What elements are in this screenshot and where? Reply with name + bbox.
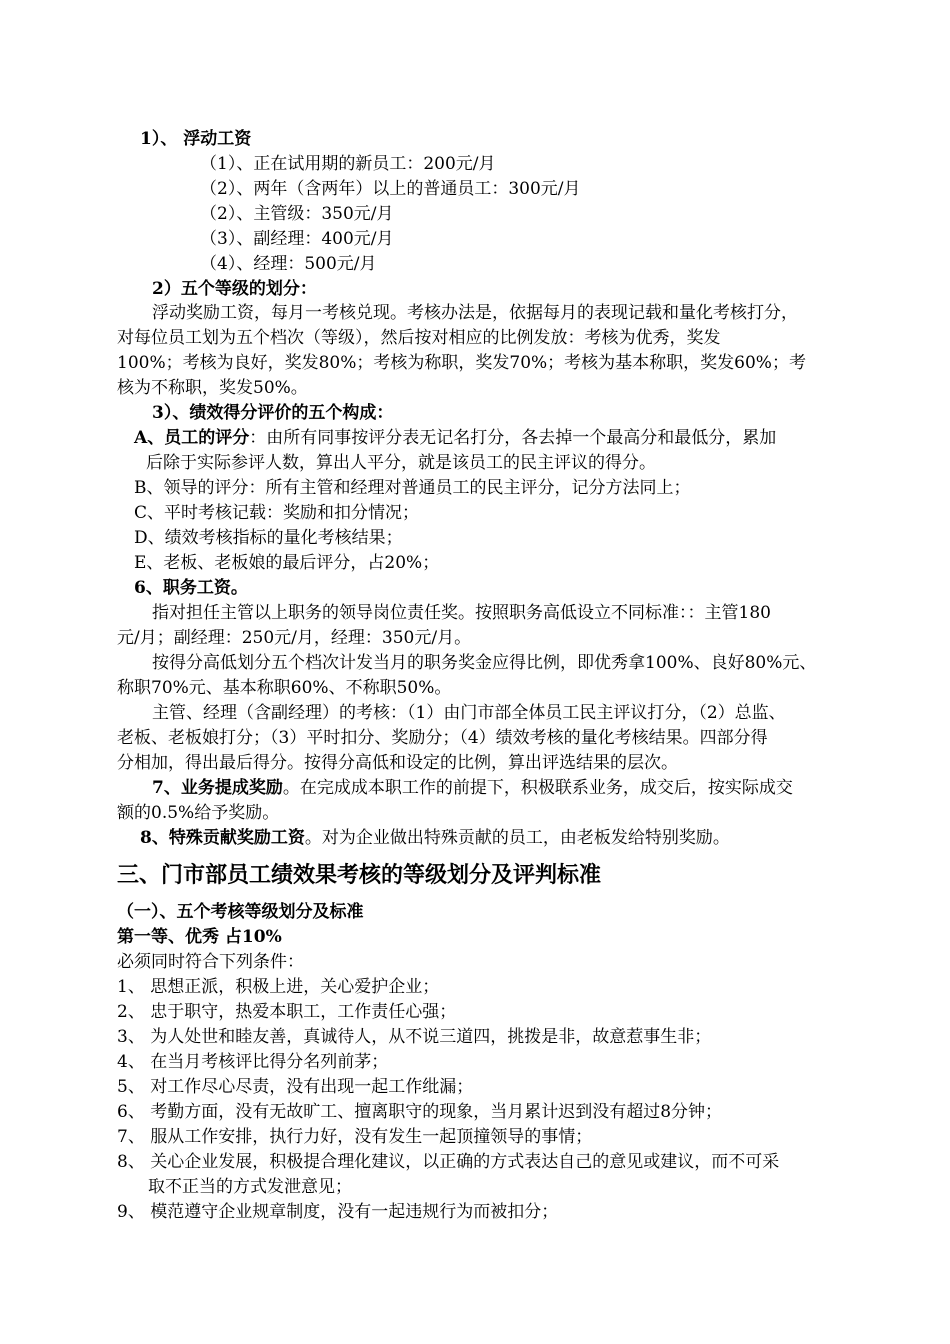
special-bonus-text: 。对为企业做出特殊贡献的员工，由老板发给特别奖励。: [304, 828, 730, 848]
five-levels-paragraph-line: 核为不称职，奖发50%。: [117, 378, 308, 398]
five-levels-heading: 2）五个等级的划分：: [152, 279, 317, 299]
floating-wage-item: （2）、主管级：350元/月: [200, 204, 394, 224]
five-levels-paragraph-line: 100%；考核为良好，奖发80%；考核为称职，奖发70%；考核为基本称职，奖发60%；考: [117, 353, 806, 373]
score-item-c: C、平时考核记载：奖励和扣分情况；: [134, 503, 420, 523]
section-subtitle: （一）、五个考核等级划分及标准: [117, 902, 364, 922]
score-components-heading: 3）、绩效得分评价的五个构成：: [152, 403, 394, 423]
section-title: 三、门市部员工绩效果考核的等级划分及评判标准: [117, 862, 602, 888]
condition-item: 6、 考勤方面，没有无故旷工、擅离职守的现象，当月累计迟到没有超过8分钟；: [117, 1102, 723, 1122]
condition-item: 1、 思想正派，积极上进，关心爱护企业；: [117, 977, 440, 997]
floating-wage-item: （3）、副经理：400元/月: [200, 229, 394, 249]
floating-wage-item: （1）、正在试用期的新员工：200元/月: [200, 154, 496, 174]
score-item-a-text: ：由所有同事按评分表无记名打分，各去掉一个最高分和最低分，累加: [249, 428, 777, 448]
first-grade-heading: 第一等、优秀 占10%: [117, 927, 282, 947]
condition-item: 8、 关心企业发展，积极提合理化建议，以正确的方式表达自己的意见或建议，而不可采: [117, 1152, 780, 1172]
position-wage-paragraph-line: 分相加，得出最后得分。按得分高低和设定的比例，算出评选结果的层次。: [117, 753, 678, 773]
special-bonus-item: [140, 827, 730, 849]
special-bonus-label: 8、特殊贡献奖励工资: [140, 828, 305, 848]
floating-wage-item: （2）、两年（含两年）以上的普通员工：300元/月: [200, 179, 581, 199]
position-wage-paragraph-line: 元/月；副经理：250元/月，经理：350元/月。: [117, 628, 472, 648]
condition-item: 4、 在当月考核评比得分名列前茅；: [117, 1052, 389, 1072]
floating-wage-item: （4）、经理：500元/月: [200, 254, 377, 274]
score-item-a-continued: 后除于实际参评人数，算出人平分，就是该员工的民主评议的得分。: [146, 453, 656, 473]
condition-item: 5、 对工作尽心尽责，没有出现一起工作纰漏；: [117, 1077, 474, 1097]
score-item-a-label: A、员工的评分: [134, 428, 250, 448]
five-levels-paragraph-line: 浮动奖励工资，每月一考核兑现。考核办法是，依据每月的表现记载和量化考核打分，: [152, 303, 798, 323]
commission-text: 。在完成成本职工作的前提下，积极联系业务，成交后，按实际成交: [282, 778, 793, 798]
score-item-d: D、绩效考核指标的量化考核结果；: [134, 528, 403, 548]
condition-item: 2、 忠于职守，热爱本职工，工作责任心强；: [117, 1002, 457, 1022]
position-wage-paragraph-line: 老板、老板娘打分；（3）平时扣分、奖励分；（4）绩效考核的量化考核结果。四部分得: [117, 728, 768, 748]
conditions-intro: 必须同时符合下列条件：: [117, 952, 304, 972]
position-wage-heading: 6、职务工资。: [134, 578, 248, 598]
commission-continued: 额的0.5%给予奖励。: [117, 803, 280, 823]
commission-label: 7、业务提成奖励: [152, 778, 283, 798]
condition-item: 9、 模范遵守企业规章制度，没有一起违规行为而被扣分；: [117, 1202, 559, 1222]
commission-item: [152, 777, 793, 799]
score-item-e: E、老板、老板娘的最后评分，占20%；: [134, 553, 440, 573]
position-wage-paragraph-line: 称职70%元、基本称职60%、不称职50%。: [117, 678, 452, 698]
position-wage-paragraph-line: 主管、经理（含副经理）的考核：（1）由门市部全体员工民主评议打分，（2）总监、: [152, 703, 786, 723]
condition-item: 3、 为人处世和睦友善，真诚待人，从不说三道四，挑拨是非，故意惹事生非；: [117, 1027, 712, 1047]
five-levels-paragraph-line: 对每位员工划为五个档次（等级），然后按对相应的比例发放：考核为优秀，奖发: [117, 328, 721, 348]
floating-wage-heading: 1）、 浮动工资: [140, 129, 252, 149]
score-item-a: [134, 427, 776, 449]
condition-item: 7、 服从工作安排，执行力好，没有发生一起顶撞领导的事情；: [117, 1127, 593, 1147]
score-item-b: B、领导的评分：所有主管和经理对普通员工的民主评分，记分方法同上；: [134, 478, 691, 498]
condition-item-continued: 取不正当的方式发泄意见；: [148, 1177, 352, 1197]
position-wage-paragraph-line: 指对担任主管以上职务的领导岗位责任奖。按照职务高低设立不同标准：：主管180: [152, 603, 771, 623]
position-wage-paragraph-line: 按得分高低划分五个档次计发当月的职务奖金应得比例，即优秀拿100%、良好80%元、: [152, 653, 817, 673]
